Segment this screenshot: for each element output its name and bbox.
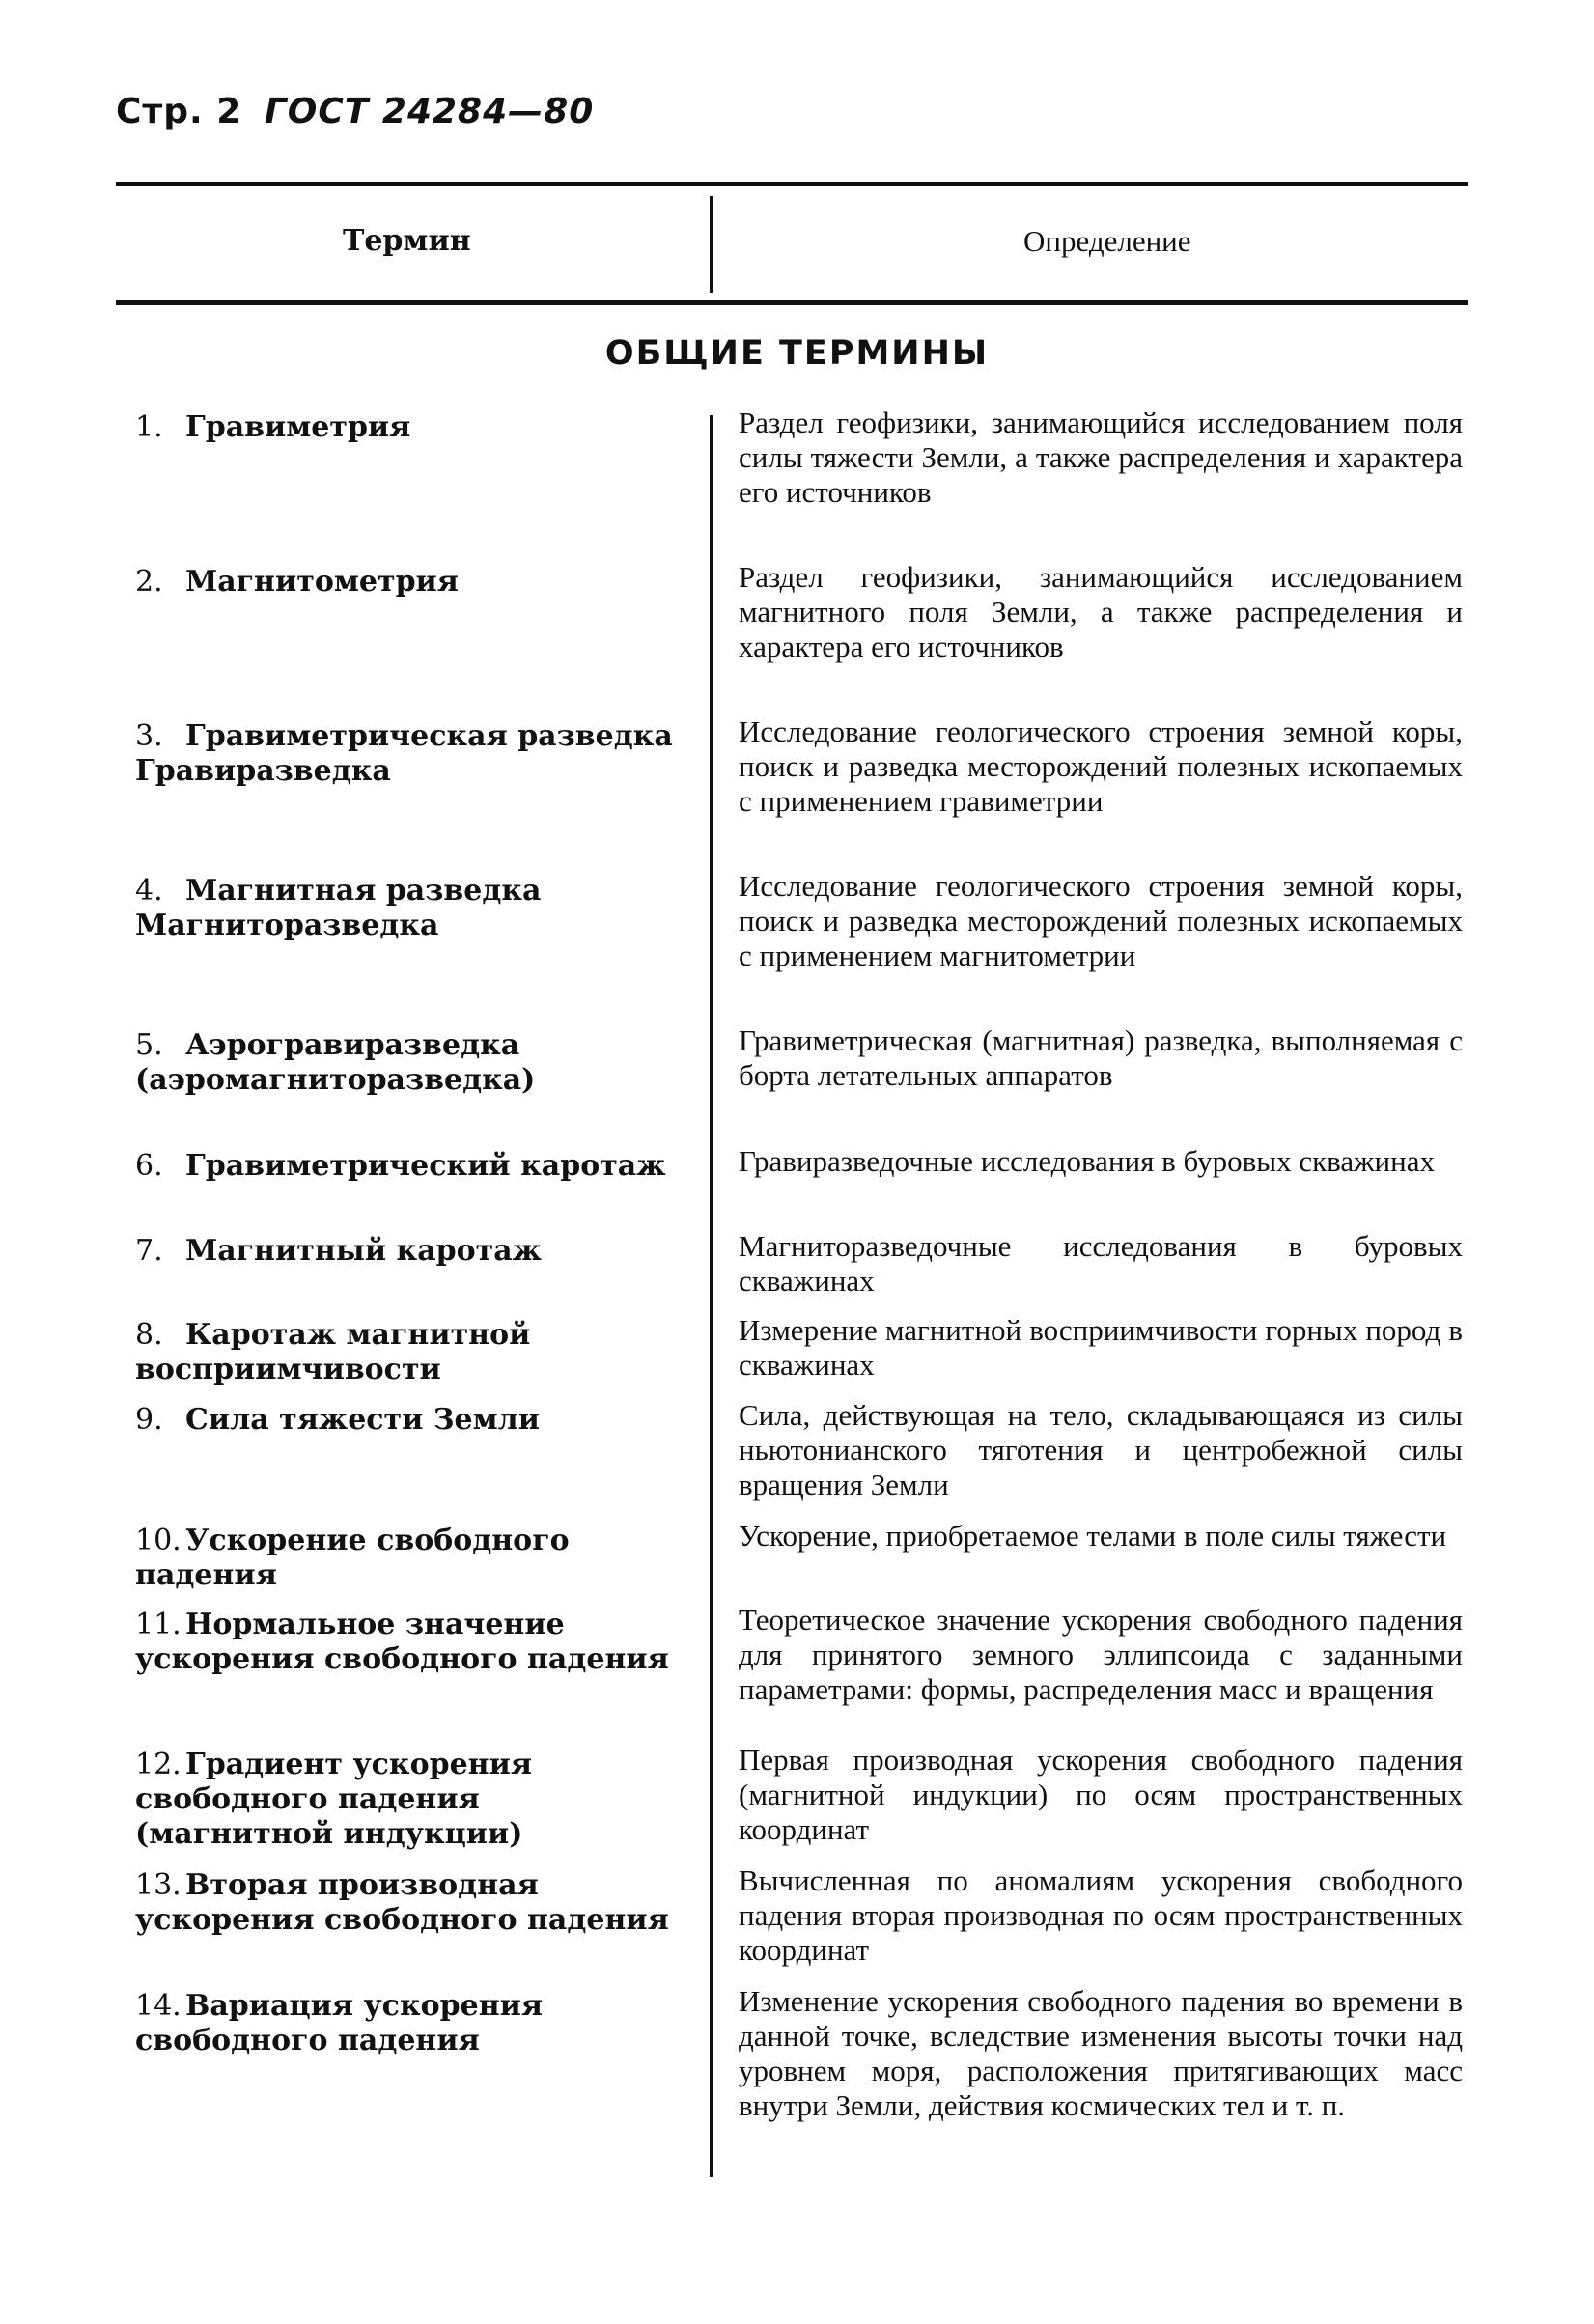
term-1: 1. Гравиметрия <box>135 410 411 444</box>
body-column-divider <box>710 415 713 2177</box>
term-11: 11. Нормальное значение ускорения свободного падения <box>135 1608 669 1676</box>
term-8: 8. Каротаж магнитной восприимчивости <box>135 1318 541 1386</box>
definition-6: Гравиразведочные исследования в буровых скважинах <box>739 1144 1435 1178</box>
table-header-rule <box>116 300 1468 305</box>
term-2: 2. Магнитометрия <box>135 565 459 599</box>
term-4: 4. Магнитная разведка Магниторазведка <box>135 874 542 942</box>
term-12: 12. Градиент ускорения свободного падения (магнитной индукции) <box>135 1748 543 1851</box>
definition-2: Раздел геофизики, занимающийся исследованием магнитного поля Земли, а также распределения и характера его источников <box>739 560 1463 663</box>
page-label: Стр. 2 <box>116 92 242 131</box>
definition-10: Ускорение, приобретаемое телами в поле силы тяжести <box>739 1519 1447 1553</box>
definition-7: Магниторазведочные исследования в буровых скважинах <box>739 1229 1463 1298</box>
column-header-term: Термин <box>343 224 471 258</box>
term-9: 9. Сила тяжести Земли <box>135 1403 541 1437</box>
gost-number: ГОСТ 24284—80 <box>264 92 595 131</box>
definition-12: Первая производная ускорения свободного падения (магнитной индукции) по осям пространственных координат <box>739 1743 1463 1846</box>
term-14: 14. Вариация ускорения свободного падения <box>135 1989 553 2058</box>
page-header <box>116 92 594 131</box>
column-header-definition: Определение <box>1023 224 1191 258</box>
term-10: 10. Ускорение свободного падения <box>135 1524 580 1592</box>
header-column-divider <box>710 196 713 293</box>
term-13: 13. Вторая производная ускорения свободного падения <box>135 1868 669 1937</box>
definition-1: Раздел геофизики, занимающийся исследованием поля силы тяжести Земли, а также распределения и характера его источников <box>739 406 1463 509</box>
definition-11: Теоретическое значение ускорения свободного падения для принятого земного эллипсоида с заданными параметрами: формы, распределения масс и вращения <box>739 1603 1463 1706</box>
definition-4: Исследование геологического строения земной коры, поиск и разведка месторождений полезных ископаемых с применением магнитометрии <box>739 869 1463 972</box>
table-top-rule <box>116 182 1468 186</box>
definition-9: Сила, действующая на тело, складывающаяся из силы ньютонианского тяготения и центробежной силы вращения Земли <box>739 1398 1463 1501</box>
term-7: 7. Магнитный каротаж <box>135 1234 542 1268</box>
section-title: ОБЩИЕ ТЕРМИНЫ <box>604 334 990 373</box>
definition-13: Вычисленная по аномалиям ускорения свободного падения вторая производная по осям пространственных координат <box>739 1863 1463 1967</box>
definition-5: Гравиметрическая (магнитная) разведка, выполняемая с борта летательных аппаратов <box>739 1023 1463 1092</box>
term-3: 3. Гравиметрическая разведка Гравиразведка <box>135 719 673 788</box>
term-5: 5. Аэрогравиразведка (аэромагниторазведка) <box>135 1028 536 1097</box>
term-6: 6. Гравиметрический каротаж <box>135 1149 666 1183</box>
definition-8: Измерение магнитной восприимчивости горных пород в скважинах <box>739 1313 1463 1382</box>
definition-14: Изменение ускорения свободного падения во времени в данной точке, вследствие изменения высоты точки над уровнем моря, расположения притягивающих масс внутри Земли, действия космических тел и т. п. <box>739 1984 1463 2122</box>
definition-3: Исследование геологического строения земной коры, поиск и разведка месторождений полезных ископаемых с применением гравиметрии <box>739 714 1463 818</box>
